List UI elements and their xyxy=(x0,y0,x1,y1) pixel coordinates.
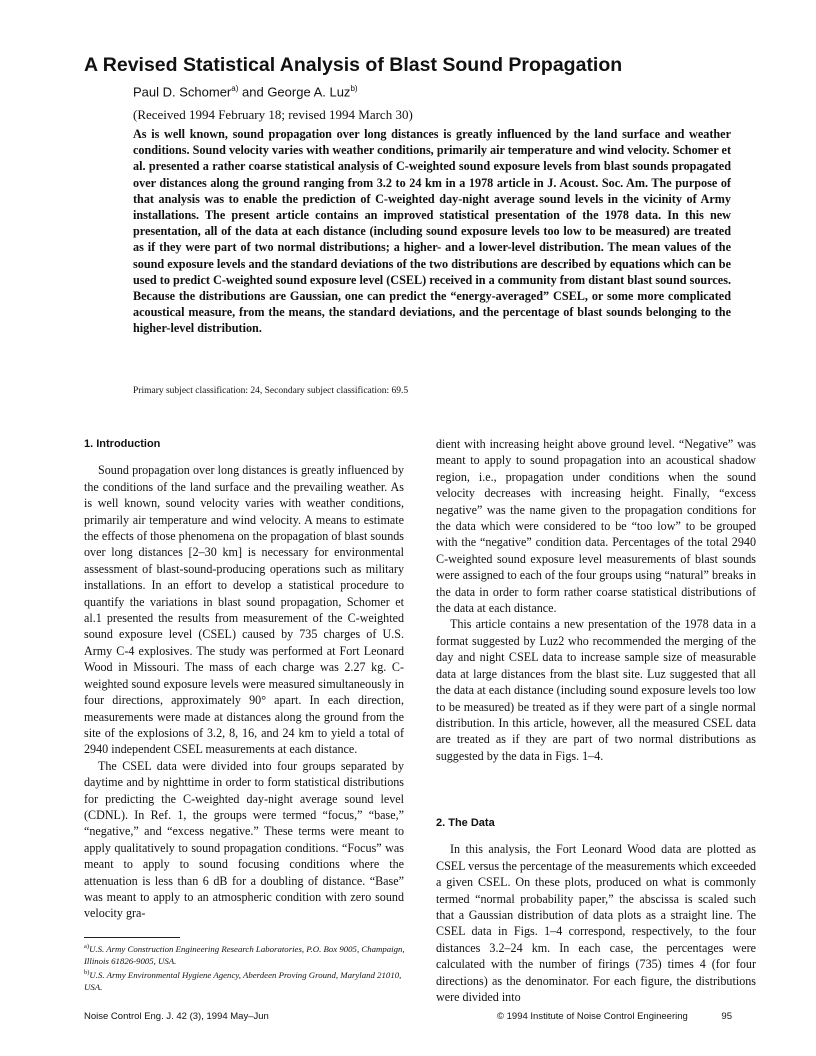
abstract: As is well known, sound propagation over long distances is greatly influenced by the land surface and weather conditions. Sound velocity varies with weather conditions, primarily air temperature and wind velocity. Schomer et al. presented a rather coarse statistical analysis of C-weighted sound exposure levels from blast sounds propagated over distances along the ground ranging from 3.2 to 24 km in a 1978 article in J. Acoust. Soc. Am. The purpose of that analysis was to enable the prediction of C-weighted day-night average sound levels in the vicinity of Army installations. The present article contains an improved statistical presentation of the 1978 data. In this new presentation, all of the data at each distance (including sound exposure levels too low to be measured) are treated as if they were part of two normal distributions; a higher- and a lower-level distribution. The mean values of the sound exposure levels and the standard deviations of the two distributions are described by equations which can be used to predict C-weighted sound exposure level (CSEL) received in a community from distant blast sound sources. Because the distributions are Gaussian, one can predict the “energy-averaged” CSEL, or some more complicated acoustical measure, from the means, the standard deviations, and the percentage of blast sounds belonging to the higher-level distribution. xyxy=(133,127,731,336)
intro-paragraph-2: The CSEL data were divided into four groups separated by daytime and by nighttime in order to form statistical distributions for predicting the C-weighted day-night average sound level (CDNL). In Ref. 1, the groups were termed “focus,” “base,” “negative,” and “excess negative.” These terms were meant to apply qualitatively to sound propagation conditions. “Focus” was meant to apply to sound focusing conditions where the attenuation is less than 6 dB for a doubling of distance. “Base” was meant to apply to an atmospheric condition with zero sound velocity gra- xyxy=(84,758,404,921)
author-affiliation-mark-a: a) xyxy=(231,84,239,93)
right-column xyxy=(436,436,756,764)
intro-paragraph-2-continued: dient with increasing height above ground level. “Negative” was meant to apply to sound propagation into an acoustical shadow region, i.e., propagation under conditions when the sound velocity decreases with increasing height. Finally, “excess negative” was the name given to the propagation conditions for the data which were considered to be “too low” to be grouped with the “negative” condition data. Percentages of the total 2940 C-weighted sound exposure level measurements of blast sounds were assigned to each of the four groups using “natural” breaks in the data in order to form rather coarse statistical distributions of the data at each distance. xyxy=(436,437,756,616)
subject-classification: Primary subject classification: 24, Secondary subject classification: 69.5 xyxy=(133,386,409,396)
section-heading-the-data: 2. The Data xyxy=(436,817,495,829)
author-affiliation-mark-b: b) xyxy=(350,84,358,93)
author-luz: George A. Luz xyxy=(267,84,351,100)
intro-paragraph-1: Sound propagation over long distances is greatly influenced by the conditions of the land surface and the prevailing weather. As is well known, sound velocity varies with weather conditions, primarily air temperature and wind velocity. A means to estimate the effects of those phenomena on the propagation of blast sounds over long distances [2–30 km] is necessary for environmental assessment of blast-sound-producing operations such as military installations. In an effort to develop a statistical procedure to quantify the variations in blast sound propagation, Schomer et al.1 presented the results from measurement of the C-weighted sound exposure level (CSEL) caused by 735 charges of U.S. Army C-4 explosives. The study was performed at Fort Leonard Wood in Missouri. The mass of each charge was 2.27 kg. C-weighted sound exposure levels were measured simultaneously in four directions, approximately 90° apart. In each direction, measurements were made at distances along the ground from the site of the explosions of 3.2, 8, 16, and 24 km to yield a total of 2940 independent CSEL measurements at each distance. xyxy=(84,463,404,757)
left-column xyxy=(84,436,404,922)
intro-paragraph-3: This article contains a new presentation of the 1978 data in a format suggested by Luz2 who recommended the merging of the day and night CSEL data to increase sample size of measurable data at large distances from the blast site. Luz suggested that all the data at each distance (including sound exposure levels too low to be measured) be treated as if they were part of a single normal distribution. In this article, however, all the measured CSEL data are treated as if they are part of two normal distributions as suggested by the data in Figs. 1–4. xyxy=(436,617,756,763)
footnote-a-mark: a) xyxy=(84,943,90,950)
page-number: 95 xyxy=(721,1011,732,1022)
author-line xyxy=(133,84,358,99)
data-section xyxy=(436,815,756,1005)
author-schomer: Paul D. Schomer xyxy=(133,84,232,100)
author-conjunction: and xyxy=(238,84,268,100)
footer-copyright: © 1994 Institute of Noise Control Engineering xyxy=(497,1011,688,1022)
footnote-b-text: U.S. Army Environmental Hygiene Agency, Aberdeen Proving Ground, Maryland 21010, USA. xyxy=(84,969,402,992)
paper-title: A Revised Statistical Analysis of Blast Sound Propagation xyxy=(84,54,623,76)
footnote-a xyxy=(84,941,406,967)
footnote-a-text: U.S. Army Construction Engineering Research Laboratories, P.O. Box 9005, Champaign, Illinois 61826-9005, USA. xyxy=(84,943,405,966)
data-paragraph-1: In this analysis, the Fort Leonard Wood data are plotted as CSEL versus the percentage of the measurements which exceeded a given CSEL. On these plots, produced on what is commonly termed “normal probability paper,” the abscissa is scaled such that a Gaussian distribution of data plots as a straight line. The CSEL data in Figs. 1–4 correspond, respectively, to the four distances 3.2–24 km. In each case, the percentages were calculated with the number of firings (735) times 4 (for four directions) as the denominator. For each figure, the distributions were divided into xyxy=(436,842,756,1005)
received-dates: (Received 1994 February 18; revised 1994 March 30) xyxy=(133,107,413,122)
footnote-b xyxy=(84,967,406,993)
section-heading-introduction: 1. Introduction xyxy=(84,438,161,450)
footnote-b-mark: b) xyxy=(84,969,90,976)
footer-journal: Noise Control Eng. J. 42 (3), 1994 May–Jun xyxy=(84,1011,269,1022)
footnote-rule xyxy=(84,937,180,938)
